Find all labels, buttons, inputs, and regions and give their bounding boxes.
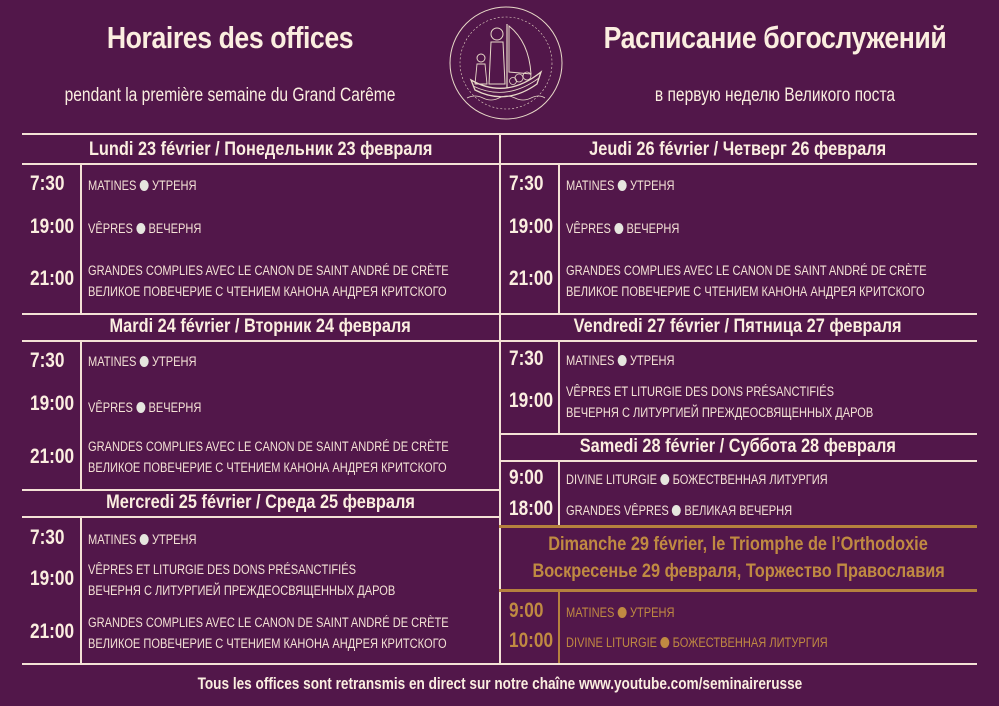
time: 7:30	[30, 172, 65, 195]
service-label: VÊPRES ВЕЧЕРНЯ	[88, 221, 202, 236]
time-divider	[558, 163, 560, 313]
time-divider	[80, 516, 82, 664]
day-heading-friday: Vendredi 27 février / Пятница 27 февраля	[574, 316, 902, 337]
time: 7:30	[509, 172, 544, 195]
service-label: MATINES УТРЕНЯ	[566, 353, 675, 368]
title-fr: Horaires des offices	[106, 20, 354, 55]
service-label: MATINES УТРЕНЯ	[88, 178, 197, 193]
service-label: DIVINE LITURGIE БОЖЕСТВЕННАЯ ЛИТУРГИЯ	[566, 472, 828, 487]
time: 7:30	[30, 526, 65, 549]
day-heading-wednesday: Mercredi 25 février / Среда 25 февраля	[106, 492, 415, 513]
time: 21:00	[30, 267, 75, 290]
bullet-icon	[618, 355, 627, 366]
service-label: VÊPRES ВЕЧЕРНЯ	[88, 400, 202, 415]
bullet-icon	[140, 534, 149, 545]
time: 19:00	[509, 389, 554, 412]
divider	[499, 340, 977, 342]
divider	[499, 313, 977, 315]
time: 9:00	[509, 466, 544, 489]
title-ru: Расписание богослужений	[603, 20, 947, 55]
subtitle-ru: в первую неделю Великого поста	[654, 85, 896, 106]
time: 21:00	[30, 445, 75, 468]
time: 7:30	[30, 349, 65, 372]
time-divider	[558, 340, 560, 434]
time-divider	[80, 163, 82, 313]
day-heading-tuesday: Mardi 24 février / Вторник 24 февраля	[109, 316, 412, 337]
footer-note: Tous les offices sont retransmis en direct sur notre chaîne www.youtube.com/seminairerusse	[197, 674, 802, 693]
service-label: GRANDES COMPLIES AVEC LE CANON DE SAINT ANDRÉ DE CRÈTE ВЕЛИКОЕ ПОВЕЧЕРИЕ С ЧТЕНИЕМ КАНОНА АНДРЕЯ КРИТСКОГО	[566, 263, 927, 299]
service-label: GRANDES VÊPRES ВЕЛИКАЯ ВЕЧЕРНЯ	[566, 503, 793, 518]
time: 9:00	[509, 599, 544, 622]
service-label: MATINES УТРЕНЯ	[566, 605, 675, 620]
divider	[22, 340, 499, 342]
service-label: MATINES УТРЕНЯ	[566, 178, 675, 193]
time: 10:00	[509, 629, 554, 652]
service-label: GRANDES COMPLIES AVEC LE CANON DE SAINT ANDRÉ DE CRÈTE ВЕЛИКОЕ ПОВЕЧЕРИЕ С ЧТЕНИЕМ КАНОНА АНДРЕЯ КРИТСКОГО	[88, 263, 449, 299]
subtitle-fr: pendant la première semaine du Grand Carême	[64, 85, 396, 106]
divider	[499, 433, 977, 435]
day-heading-monday: Lundi 23 février / Понедельник 23 февраля	[88, 139, 433, 160]
divider	[499, 460, 977, 462]
divider	[22, 313, 499, 315]
bullet-icon	[140, 356, 149, 367]
sunday-header-line	[499, 589, 977, 592]
bullet-icon	[660, 474, 669, 485]
service-label: VÊPRES ET LITURGIE DES DONS PRÉSANCTIFIÉS ВЕЧЕРНЯ С ЛИТУРГИЕЙ ПРЕЖДЕОСВЯЩЕННЫХ ДАРОВ	[566, 384, 874, 420]
time-divider	[558, 591, 560, 663]
grid-center-divider	[499, 133, 501, 665]
bullet-icon	[140, 180, 149, 191]
service-label: VÊPRES ET LITURGIE DES DONS PRÉSANCTIFIÉS ВЕЧЕРНЯ С ЛИТУРГИЕЙ ПРЕЖДЕОСВЯЩЕННЫХ ДАРОВ	[88, 562, 396, 598]
time: 19:00	[30, 567, 75, 590]
divider	[22, 516, 499, 518]
time-divider	[558, 460, 560, 526]
service-label: DIVINE LITURGIE БОЖЕСТВЕННАЯ ЛИТУРГИЯ	[566, 635, 828, 650]
divider	[22, 663, 977, 665]
day-heading-saturday: Samedi 28 février / Суббота 28 февраля	[579, 436, 897, 457]
divider	[22, 163, 499, 165]
day-heading-thursday: Jeudi 26 février / Четверг 26 февраля	[589, 139, 887, 160]
time: 7:30	[509, 347, 544, 370]
time: 21:00	[509, 267, 554, 290]
bullet-icon	[618, 607, 627, 618]
time: 19:00	[30, 392, 75, 415]
bullet-icon	[136, 223, 145, 234]
service-label: GRANDES COMPLIES AVEC LE CANON DE SAINT ANDRÉ DE CRÈTE ВЕЛИКОЕ ПОВЕЧЕРИЕ С ЧТЕНИЕМ КАНОНА АНДРЕЯ КРИТСКОГО	[88, 439, 449, 475]
service-label: MATINES УТРЕНЯ	[88, 532, 197, 547]
day-heading-sunday: Dimanche 29 février, le Triomphe de l’Orthodoxie Воскресенье 29 февраля, Торжество Православия	[532, 534, 945, 582]
divider	[499, 163, 977, 165]
time: 18:00	[509, 497, 554, 520]
service-label: GRANDES COMPLIES AVEC LE CANON DE SAINT ANDRÉ DE CRÈTE ВЕЛИКОЕ ПОВЕЧЕРИЕ С ЧТЕНИЕМ КАНОНА АНДРЕЯ КРИТСКОГО	[88, 615, 449, 651]
bullet-icon	[618, 180, 627, 191]
sunday-top-line	[499, 525, 977, 528]
time: 21:00	[30, 620, 75, 643]
time: 19:00	[509, 215, 554, 238]
divider	[22, 489, 499, 491]
seminary-seal-icon	[445, 2, 567, 124]
bullet-icon	[136, 402, 145, 413]
service-label: VÊPRES ВЕЧЕРНЯ	[566, 221, 680, 236]
service-label: MATINES УТРЕНЯ	[88, 354, 197, 369]
bullet-icon	[672, 505, 681, 516]
bullet-icon	[660, 637, 669, 648]
time-divider	[80, 340, 82, 490]
bullet-icon	[614, 223, 623, 234]
time: 19:00	[30, 215, 75, 238]
